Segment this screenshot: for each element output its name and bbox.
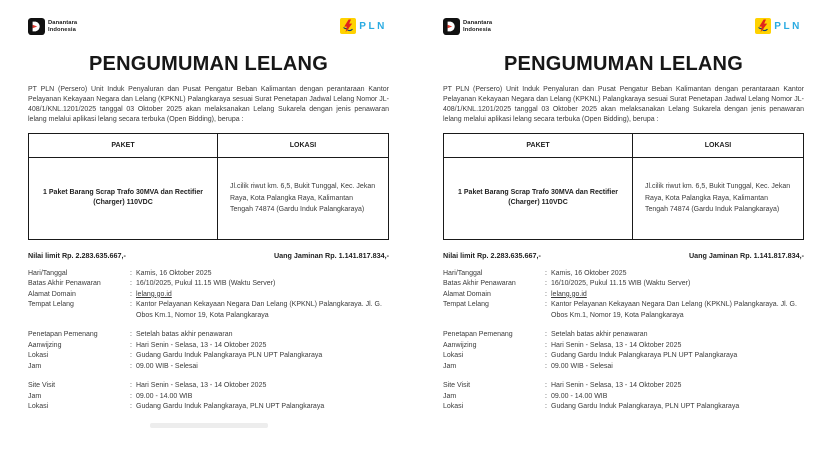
page-title: PENGUMUMAN LELANG xyxy=(89,53,328,75)
pln-lightning-icon xyxy=(755,18,771,34)
detail-value: Hari Senin - Selasa, 13 - 14 Oktober 2025 xyxy=(551,382,682,390)
schedule-block xyxy=(443,269,804,322)
deposit-value: Uang Jaminan Rp. 1.141.817.834,- xyxy=(688,250,804,260)
detail-label: Penetapan Pemenang xyxy=(443,331,513,339)
danantara-logo-icon xyxy=(443,18,460,35)
cutoff-text-remnant xyxy=(150,423,268,428)
detail-row xyxy=(28,351,389,362)
colon-separator: : xyxy=(545,341,547,349)
domain-link[interactable]: lelang.go.id xyxy=(136,290,172,298)
colon-separator: : xyxy=(545,352,547,360)
detail-label: Aanwijzing xyxy=(443,341,477,349)
detail-label: Site Visit xyxy=(28,382,56,390)
colon-separator: : xyxy=(545,280,547,288)
colon-separator: : xyxy=(545,269,547,277)
intro-paragraph: PT PLN (Persero) Unit Induk Penyaluran dan Pusat Pengatur Beban Kalimantan dengan perantaraan Kantor Pelayanan Kekayaan Negara dan Lelang (KPKNL) Palangkaraya sesuai Surat Penetapan Jadwal Lelang Nomor JL-408/1/KNL.1201/2025 tanggal 03 Oktober 2025 akan melaksanakan Lelang Sukarela dengan jenis penawaran lelang melalui aplikasi lelang secara terbuka (Open Bidding), berupa : xyxy=(28,86,389,123)
colon-separator: : xyxy=(130,331,132,339)
detail-label: Aanwijzing xyxy=(28,341,62,349)
colon-separator: : xyxy=(545,301,547,309)
lot-package-cell: 1 Paket Barang Scrap Trafo 30MVA dan Rectifier (Charger) 110VDC xyxy=(444,157,633,239)
detail-label: Batas Akhir Penawaran xyxy=(28,280,101,288)
colon-separator: : xyxy=(545,362,547,370)
detail-label: Lokasi xyxy=(28,352,49,360)
detail-value: 09.00 WIB - Selesai xyxy=(136,362,198,370)
table-header-lokasi: LOKASI xyxy=(218,133,389,157)
danantara-logo-icon xyxy=(28,18,45,35)
detail-row xyxy=(443,330,804,341)
table-row xyxy=(29,157,389,239)
lot-location-cell: Jl.cilik riwut km. 6,5, Bukit Tunggal, Kec. Jekan Raya, Kota Palangka Raya, Kalimantan Tengah 74874 (Gardu Induk Palangkaraya) xyxy=(218,157,389,239)
colon-separator: : xyxy=(130,280,132,288)
schedule-block xyxy=(28,269,389,322)
detail-value: 09.00 - 14.00 WIB xyxy=(136,392,193,400)
detail-value: 16/10/2025, Pukul 11.15 WIB (Waktu Server) xyxy=(136,280,276,288)
detail-label: Hari/Tanggal xyxy=(28,269,68,277)
lot-package-cell: 1 Paket Barang Scrap Trafo 30MVA dan Rectifier (Charger) 110VDC xyxy=(29,157,218,239)
logo-row xyxy=(443,18,804,40)
detail-value: Kantor Pelayanan Kekayaan Negara Dan Lelang (KPKNL) Palangkaraya. Jl. G. Obos Km.1, Nomor 19, Kota Palangkaraya xyxy=(136,301,382,319)
site-visit-block xyxy=(28,381,389,413)
table-row xyxy=(444,157,804,239)
pln-logo xyxy=(755,18,802,34)
danantara-wordmark: Danantara Indonesia xyxy=(463,20,493,33)
detail-label: Lokasi xyxy=(443,403,464,411)
pln-logo xyxy=(340,18,387,34)
detail-row xyxy=(443,269,804,280)
colon-separator: : xyxy=(130,341,132,349)
detail-row xyxy=(28,362,389,373)
detail-value: 09.00 WIB - Selesai xyxy=(551,362,613,370)
detail-label: Jam xyxy=(28,362,42,370)
detail-label: Site Visit xyxy=(443,382,471,390)
danantara-logo xyxy=(28,18,77,35)
detail-label: Lokasi xyxy=(443,352,464,360)
colon-separator: : xyxy=(545,331,547,339)
colon-separator: : xyxy=(545,290,547,298)
detail-row xyxy=(443,341,804,352)
colon-separator: : xyxy=(130,392,132,400)
detail-row xyxy=(28,381,389,392)
detail-label: Penetapan Pemenang xyxy=(28,331,98,339)
detail-row xyxy=(28,330,389,341)
table-header-lokasi: LOKASI xyxy=(633,133,804,157)
announcement-panel xyxy=(415,0,830,466)
colon-separator: : xyxy=(545,403,547,411)
detail-label: Jam xyxy=(443,362,457,370)
colon-separator: : xyxy=(130,269,132,277)
detail-value: Hari Senin - Selasa, 13 - 14 Oktober 2025 xyxy=(136,341,267,349)
detail-value: Hari Senin - Selasa, 13 - 14 Oktober 2025 xyxy=(136,382,267,390)
pln-lightning-icon xyxy=(340,18,356,34)
domain-link[interactable]: lelang.go.id xyxy=(551,290,587,298)
colon-separator: : xyxy=(130,362,132,370)
colon-separator: : xyxy=(545,392,547,400)
limit-row xyxy=(443,251,804,260)
detail-row xyxy=(443,392,804,403)
page-title: PENGUMUMAN LELANG xyxy=(504,53,743,75)
danantara-wordmark: Danantara Indonesia xyxy=(48,20,78,33)
detail-row xyxy=(28,402,389,413)
colon-separator: : xyxy=(130,382,132,390)
detail-row xyxy=(443,351,804,362)
detail-row xyxy=(443,402,804,413)
detail-value: Kamis, 16 Oktober 2025 xyxy=(136,269,212,277)
table-header-paket: PAKET xyxy=(444,133,633,157)
logo-row xyxy=(28,18,389,40)
detail-value: Hari Senin - Selasa, 13 - 14 Oktober 2025 xyxy=(551,341,682,349)
detail-label: Lokasi xyxy=(28,403,49,411)
detail-value: Gudang Gardu Induk Palangkaraya, PLN UPT Palangkaraya xyxy=(136,403,325,411)
detail-row xyxy=(28,300,389,321)
limit-value: Nilai limit Rp. 2.283.635.667,- xyxy=(28,250,126,260)
limit-value: Nilai limit Rp. 2.283.635.667,- xyxy=(443,250,541,260)
lots-table xyxy=(28,133,389,240)
detail-value: Gudang Gardu Induk Palangkaraya, PLN UPT Palangkaraya xyxy=(551,403,740,411)
lot-location-cell: Jl.cilik riwut km. 6,5, Bukit Tunggal, Kec. Jekan Raya, Kota Palangka Raya, Kalimantan Tengah 74874 (Gardu Induk Palangkaraya) xyxy=(633,157,804,239)
detail-value: 16/10/2025, Pukul 11.15 WIB (Waktu Server) xyxy=(551,280,691,288)
detail-value: Gudang Gardu Induk Palangkaraya PLN UPT Palangkaraya xyxy=(551,352,738,360)
detail-row xyxy=(443,362,804,373)
colon-separator: : xyxy=(545,382,547,390)
detail-label: Tempat Lelang xyxy=(28,301,74,309)
site-visit-block xyxy=(443,381,804,413)
aanwijzing-block xyxy=(28,330,389,372)
detail-label: Jam xyxy=(28,392,42,400)
detail-label: Hari/Tanggal xyxy=(443,269,483,277)
detail-label: Batas Akhir Penawaran xyxy=(443,280,516,288)
detail-value: 09.00 - 14.00 WIB xyxy=(551,392,608,400)
detail-row xyxy=(28,290,389,301)
detail-value: Setelah batas akhir penawaran xyxy=(136,331,233,339)
table-header-paket: PAKET xyxy=(29,133,218,157)
detail-row xyxy=(28,279,389,290)
detail-label: Alamat Domain xyxy=(443,290,491,298)
pln-wordmark: PLN xyxy=(359,20,387,32)
detail-row xyxy=(28,392,389,403)
colon-separator: : xyxy=(130,290,132,298)
detail-value: Kantor Pelayanan Kekayaan Negara Dan Lelang (KPKNL) Palangkaraya. Jl. G. Obos Km.1, Nomor 19, Kota Palangkaraya xyxy=(551,301,797,319)
detail-label: Tempat Lelang xyxy=(443,301,489,309)
detail-value: Setelah batas akhir penawaran xyxy=(551,331,648,339)
pln-wordmark: PLN xyxy=(774,20,802,32)
detail-row xyxy=(443,300,804,321)
detail-label: Jam xyxy=(443,392,457,400)
detail-row xyxy=(28,341,389,352)
colon-separator: : xyxy=(130,403,132,411)
lots-table xyxy=(443,133,804,240)
limit-row xyxy=(28,251,389,260)
colon-separator: : xyxy=(130,352,132,360)
detail-row xyxy=(443,381,804,392)
detail-value: Kamis, 16 Oktober 2025 xyxy=(551,269,627,277)
detail-value: Gudang Gardu Induk Palangkaraya PLN UPT Palangkaraya xyxy=(136,352,323,360)
danantara-logo xyxy=(443,18,492,35)
intro-paragraph: PT PLN (Persero) Unit Induk Penyaluran dan Pusat Pengatur Beban Kalimantan dengan perantaraan Kantor Pelayanan Kekayaan Negara dan Lelang (KPKNL) Palangkaraya sesuai Surat Penetapan Jadwal Lelang Nomor JL-408/1/KNL.1201/2025 tanggal 03 Oktober 2025 akan melaksanakan Lelang Sukarela dengan jenis penawaran lelang melalui aplikasi lelang secara terbuka (Open Bidding), berupa : xyxy=(443,86,804,123)
deposit-value: Uang Jaminan Rp. 1.141.817.834,- xyxy=(273,250,389,260)
detail-row xyxy=(443,279,804,290)
detail-label: Alamat Domain xyxy=(28,290,76,298)
detail-row xyxy=(28,269,389,280)
aanwijzing-block xyxy=(443,330,804,372)
detail-row xyxy=(443,290,804,301)
colon-separator: : xyxy=(130,301,132,309)
